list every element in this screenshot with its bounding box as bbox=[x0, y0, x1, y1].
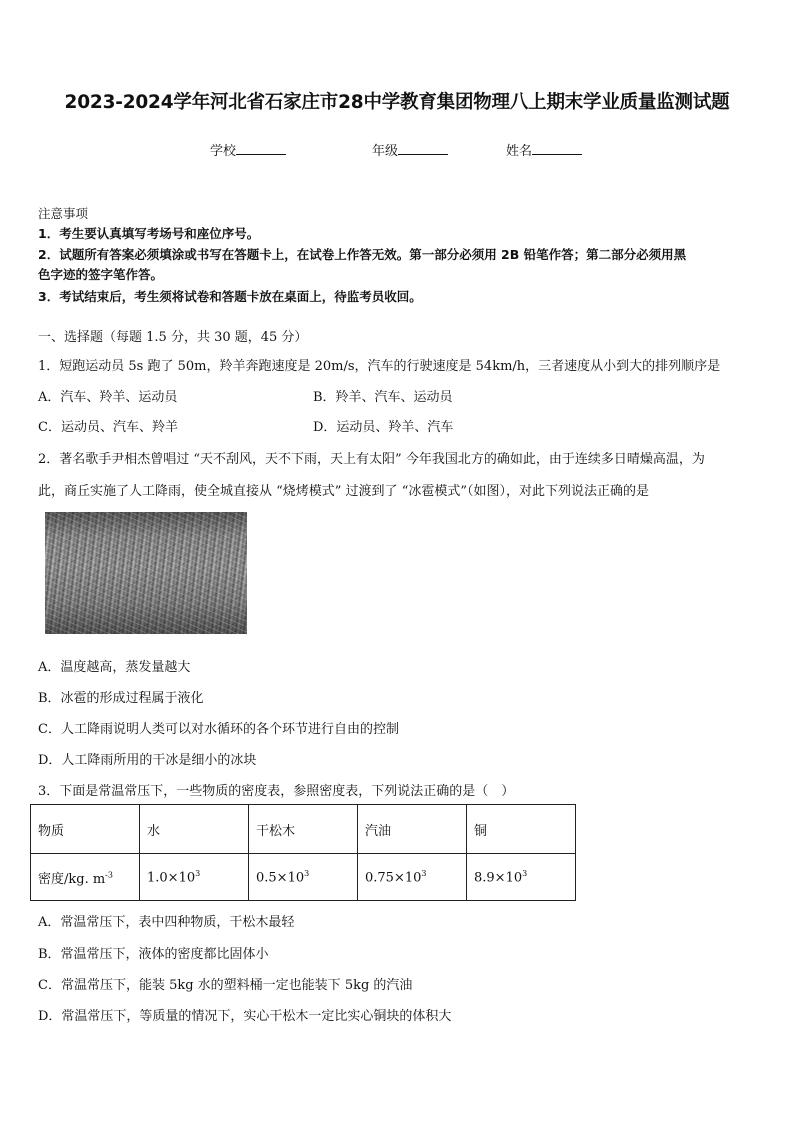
q3-option-c[interactable]: C．常温常压下，能装 5kg 水的塑料桶一定也能装下 5kg 的汽油 bbox=[38, 978, 413, 993]
q1-option-b[interactable]: B．羚羊、汽车、运动员 bbox=[313, 390, 453, 405]
density-value-pine: 0.5×10 bbox=[256, 870, 305, 886]
school-blank[interactable] bbox=[236, 141, 286, 155]
section-heading: 一、选择题（每题 1.5 分，共 30 题，45 分） bbox=[38, 330, 308, 345]
page-title: 2023-2024学年河北省石家庄市28中学教育集团物理八上期末学业质量监测试题 bbox=[64, 92, 730, 113]
table-cell bbox=[140, 854, 249, 901]
table-header-cell: 铜 bbox=[467, 805, 576, 854]
density-unit: 密度/kg. m bbox=[38, 871, 106, 887]
table-header-cell: 物质 bbox=[31, 805, 140, 854]
school-field[interactable] bbox=[210, 140, 286, 159]
question-3-stem: 3．下面是常温常压下，一些物质的密度表，参照密度表，下列说法正确的是（ ） bbox=[38, 784, 515, 799]
density-value-copper: 8.9×10 bbox=[474, 870, 523, 886]
notes-heading: 注意事项 bbox=[38, 206, 89, 221]
question-2-stem-line1: 2．著名歌手尹相杰曾唱过 “天不刮风，天不下雨，天上有太阳” 今年我国北方的确如此，由于连续多日晴燥高温，为 bbox=[38, 452, 705, 467]
table-header-cell: 干松木 bbox=[249, 805, 358, 854]
school-label: 学校 bbox=[210, 144, 237, 159]
q1-option-a[interactable]: A．汽车、羚羊、运动员 bbox=[38, 390, 178, 405]
density-unit-exponent: -3 bbox=[105, 870, 113, 880]
density-exponent: 3 bbox=[421, 868, 427, 878]
question-2-stem-line2: 此，商丘实施了人工降雨，使全城直接从 “烧烤模式” 过渡到了 “冰雹模式”（如图），对此下列说法正确的是 bbox=[38, 484, 649, 499]
note-item: 色字迹的签字笔作答。 bbox=[38, 267, 164, 282]
grade-label: 年级 bbox=[372, 144, 399, 159]
note-item: 2．试题所有答案必须填涂或书写在答题卡上，在试卷上作答无效。第一部分必须用 2B 铅笔作答；第二部分必须用黑 bbox=[38, 247, 687, 262]
table-header-cell: 汽油 bbox=[358, 805, 467, 854]
table-cell bbox=[467, 854, 576, 901]
density-value-gasoline: 0.75×10 bbox=[365, 870, 422, 886]
density-table bbox=[30, 804, 576, 901]
table-header-row bbox=[31, 805, 576, 854]
q3-option-d[interactable]: D．常温常压下，等质量的情况下，实心干松木一定比实心铜块的体积大 bbox=[38, 1009, 452, 1024]
name-label: 姓名 bbox=[506, 144, 533, 159]
note-item: 3．考试结束后，考生须将试卷和答题卡放在桌面上，待监考员收回。 bbox=[38, 289, 422, 304]
note-item: 1．考生要认真填写考场号和座位序号。 bbox=[38, 226, 260, 241]
table-row bbox=[31, 854, 576, 901]
density-exponent: 3 bbox=[195, 868, 201, 878]
grade-field[interactable] bbox=[372, 140, 448, 159]
density-exponent: 3 bbox=[304, 868, 310, 878]
q3-option-a[interactable]: A．常温常压下，表中四种物质，干松木最轻 bbox=[38, 915, 295, 930]
name-field[interactable] bbox=[506, 140, 582, 159]
q3-option-b[interactable]: B．常温常压下，液体的密度都比固体小 bbox=[38, 947, 269, 962]
q2-option-d[interactable]: D．人工降雨所用的干冰是细小的冰块 bbox=[38, 753, 257, 768]
hail-photo bbox=[45, 512, 247, 634]
table-row-label bbox=[31, 854, 140, 901]
density-exponent: 3 bbox=[522, 868, 528, 878]
q1-option-c[interactable]: C．运动员、汽车、羚羊 bbox=[38, 420, 178, 435]
name-blank[interactable] bbox=[532, 141, 582, 155]
table-cell bbox=[249, 854, 358, 901]
table-header-cell: 水 bbox=[140, 805, 249, 854]
density-value-water: 1.0×10 bbox=[147, 870, 196, 886]
q2-option-c[interactable]: C．人工降雨说明人类可以对水循环的各个环节进行自由的控制 bbox=[38, 722, 399, 737]
q2-option-a[interactable]: A．温度越高，蒸发量越大 bbox=[38, 660, 191, 675]
grade-blank[interactable] bbox=[398, 141, 448, 155]
q1-option-d[interactable]: D．运动员、羚羊、汽车 bbox=[313, 420, 454, 435]
question-1-stem: 1．短跑运动员 5s 跑了 50m，羚羊奔跑速度是 20m/s，汽车的行驶速度是 54km/h，三者速度从小到大的排列顺序是 bbox=[38, 359, 721, 374]
q2-option-b[interactable]: B．冰雹的形成过程属于液化 bbox=[38, 691, 204, 706]
table-cell bbox=[358, 854, 467, 901]
